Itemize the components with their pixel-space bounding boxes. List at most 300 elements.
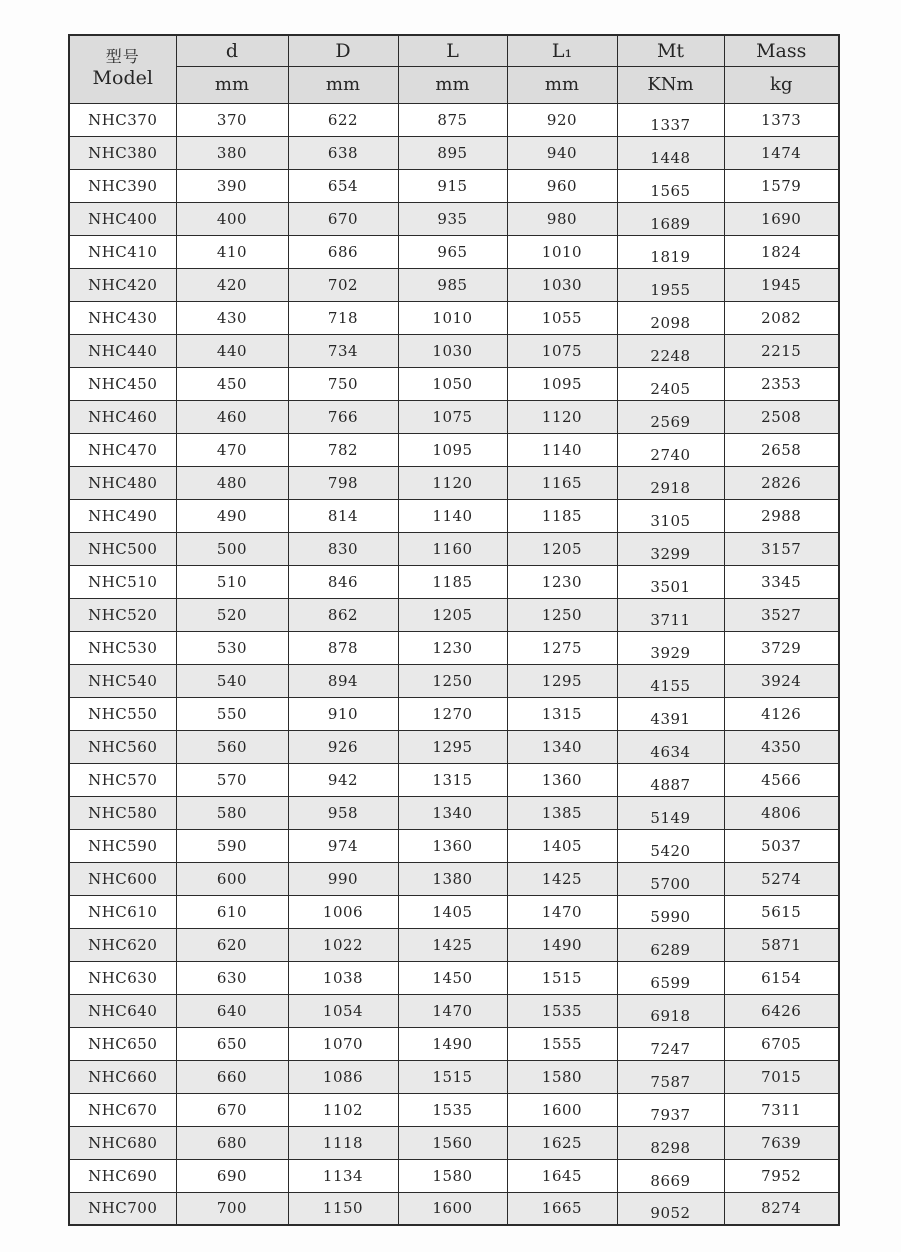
- cell-l1: 1010: [507, 235, 617, 268]
- table-row: [69, 697, 839, 730]
- cell-l1: 1600: [507, 1093, 617, 1126]
- table-row: [69, 598, 839, 631]
- table-row: [69, 829, 839, 862]
- cell-d: 510: [176, 565, 288, 598]
- table-row: [69, 499, 839, 532]
- cell-model: NHC670: [69, 1093, 176, 1126]
- cell-l: 1050: [398, 367, 507, 400]
- mt-value: 1565: [650, 181, 691, 200]
- cell-model: NHC470: [69, 433, 176, 466]
- cell-model: NHC460: [69, 400, 176, 433]
- cell-l: 985: [398, 268, 507, 301]
- cell-d: 470: [176, 433, 288, 466]
- cell-d: 380: [176, 136, 288, 169]
- cell-mt: [617, 598, 724, 631]
- table-body: [69, 103, 839, 1225]
- cell-l1: 1625: [507, 1126, 617, 1159]
- cell-mass: 2082: [724, 301, 839, 334]
- table-row: [69, 1027, 839, 1060]
- mt-value: 1955: [650, 280, 691, 299]
- table-row: [69, 301, 839, 334]
- cell-d: 540: [176, 664, 288, 697]
- cell-l1: 1665: [507, 1192, 617, 1225]
- cell-l: 1185: [398, 565, 507, 598]
- cell-model: NHC570: [69, 763, 176, 796]
- cell-mt: [617, 1093, 724, 1126]
- mt-value: 8669: [650, 1171, 691, 1190]
- cell-d: 942: [288, 763, 398, 796]
- cell-d: 750: [288, 367, 398, 400]
- header-col-5: Mass: [724, 35, 839, 66]
- cell-d: 650: [176, 1027, 288, 1060]
- cell-mt: [617, 235, 724, 268]
- cell-d: 878: [288, 631, 398, 664]
- cell-mt: [617, 202, 724, 235]
- cell-l: 1535: [398, 1093, 507, 1126]
- cell-l: 1270: [398, 697, 507, 730]
- cell-mt: [617, 466, 724, 499]
- table-row: [69, 433, 839, 466]
- cell-mass: 2658: [724, 433, 839, 466]
- cell-d: 640: [176, 994, 288, 1027]
- cell-mass: 2988: [724, 499, 839, 532]
- cell-l1: 980: [507, 202, 617, 235]
- cell-d: 400: [176, 202, 288, 235]
- header-col-1: D: [288, 35, 398, 66]
- cell-mass: 2215: [724, 334, 839, 367]
- cell-mt: [617, 697, 724, 730]
- cell-d: 630: [176, 961, 288, 994]
- cell-l1: 1405: [507, 829, 617, 862]
- cell-d: 798: [288, 466, 398, 499]
- cell-mass: 5274: [724, 862, 839, 895]
- cell-d: 580: [176, 796, 288, 829]
- cell-d: 910: [288, 697, 398, 730]
- cell-l: 875: [398, 103, 507, 136]
- cell-d: 1038: [288, 961, 398, 994]
- cell-l: 935: [398, 202, 507, 235]
- cell-d: 1118: [288, 1126, 398, 1159]
- cell-d: 410: [176, 235, 288, 268]
- cell-l1: 1165: [507, 466, 617, 499]
- cell-l: 1315: [398, 763, 507, 796]
- cell-l: 1560: [398, 1126, 507, 1159]
- cell-d: 600: [176, 862, 288, 895]
- table-row: [69, 796, 839, 829]
- header-col-0: d: [176, 35, 288, 66]
- header-unit-4: KNm: [617, 66, 724, 103]
- header-unit-2: mm: [398, 66, 507, 103]
- table-row: [69, 532, 839, 565]
- cell-d: 1086: [288, 1060, 398, 1093]
- mt-value: 7587: [650, 1072, 691, 1091]
- cell-model: NHC420: [69, 268, 176, 301]
- cell-mt: [617, 433, 724, 466]
- cell-d: 814: [288, 499, 398, 532]
- cell-l: 1230: [398, 631, 507, 664]
- header-model-label-en: Model: [92, 67, 153, 90]
- mt-value: 4634: [650, 742, 691, 761]
- cell-model: NHC390: [69, 169, 176, 202]
- cell-mt: [617, 895, 724, 928]
- mt-value: 7247: [650, 1039, 691, 1058]
- mt-value: 5990: [650, 907, 691, 926]
- cell-l: 1405: [398, 895, 507, 928]
- mt-value: 3929: [650, 643, 691, 662]
- cell-mt: [617, 862, 724, 895]
- cell-model: NHC620: [69, 928, 176, 961]
- mt-value: 5700: [650, 874, 691, 893]
- cell-model: NHC630: [69, 961, 176, 994]
- cell-l1: 1555: [507, 1027, 617, 1060]
- cell-l: 1425: [398, 928, 507, 961]
- cell-model: NHC520: [69, 598, 176, 631]
- table-row: [69, 235, 839, 268]
- cell-l: 1075: [398, 400, 507, 433]
- cell-d: 862: [288, 598, 398, 631]
- mt-value: 6289: [650, 940, 691, 959]
- mt-value: 4887: [650, 775, 691, 794]
- cell-mass: 6154: [724, 961, 839, 994]
- cell-l: 1095: [398, 433, 507, 466]
- cell-l: 1010: [398, 301, 507, 334]
- table-row: [69, 730, 839, 763]
- cell-l: 1600: [398, 1192, 507, 1225]
- cell-l: 1140: [398, 499, 507, 532]
- cell-l: 1450: [398, 961, 507, 994]
- cell-model: NHC550: [69, 697, 176, 730]
- cell-l: 1340: [398, 796, 507, 829]
- table-row: [69, 103, 839, 136]
- cell-l: 965: [398, 235, 507, 268]
- cell-model: NHC510: [69, 565, 176, 598]
- cell-d: 1070: [288, 1027, 398, 1060]
- spec-table: [68, 34, 840, 1226]
- cell-model: NHC500: [69, 532, 176, 565]
- cell-mass: 7311: [724, 1093, 839, 1126]
- cell-mt: [617, 664, 724, 697]
- cell-l1: 940: [507, 136, 617, 169]
- mt-value: 9052: [650, 1204, 691, 1223]
- cell-l1: 1580: [507, 1060, 617, 1093]
- mt-value: 1689: [650, 214, 691, 233]
- mt-value: 4391: [650, 709, 691, 728]
- cell-d: 830: [288, 532, 398, 565]
- cell-l1: 1055: [507, 301, 617, 334]
- cell-d: 1150: [288, 1192, 398, 1225]
- cell-model: NHC380: [69, 136, 176, 169]
- cell-mt: [617, 961, 724, 994]
- cell-model: NHC400: [69, 202, 176, 235]
- cell-d: 926: [288, 730, 398, 763]
- cell-model: NHC530: [69, 631, 176, 664]
- cell-l: 1295: [398, 730, 507, 763]
- cell-mt: [617, 1159, 724, 1192]
- cell-model: NHC590: [69, 829, 176, 862]
- cell-d: 690: [176, 1159, 288, 1192]
- table-row: [69, 1159, 839, 1192]
- cell-d: 440: [176, 334, 288, 367]
- cell-d: 420: [176, 268, 288, 301]
- table-row: [69, 400, 839, 433]
- table-row: [69, 664, 839, 697]
- cell-mass: 2353: [724, 367, 839, 400]
- table-row: [69, 631, 839, 664]
- table-row: [69, 1060, 839, 1093]
- cell-mass: 3729: [724, 631, 839, 664]
- cell-model: NHC450: [69, 367, 176, 400]
- cell-l: 1580: [398, 1159, 507, 1192]
- cell-d: 560: [176, 730, 288, 763]
- cell-mt: [617, 1027, 724, 1060]
- cell-mt: [617, 829, 724, 862]
- cell-model: NHC410: [69, 235, 176, 268]
- cell-model: NHC430: [69, 301, 176, 334]
- cell-l1: 1385: [507, 796, 617, 829]
- header-row-names: [69, 35, 839, 66]
- table-row: [69, 928, 839, 961]
- cell-mt: [617, 499, 724, 532]
- cell-l1: 960: [507, 169, 617, 202]
- cell-d: 974: [288, 829, 398, 862]
- cell-d: 1054: [288, 994, 398, 1027]
- cell-l1: 1030: [507, 268, 617, 301]
- cell-d: 550: [176, 697, 288, 730]
- cell-d: 846: [288, 565, 398, 598]
- cell-d: 734: [288, 334, 398, 367]
- cell-mt: [617, 169, 724, 202]
- cell-l1: 1120: [507, 400, 617, 433]
- cell-l: 1470: [398, 994, 507, 1027]
- cell-mass: 1945: [724, 268, 839, 301]
- table-row: [69, 1126, 839, 1159]
- mt-value: 6599: [650, 973, 691, 992]
- mt-value: 8298: [650, 1138, 691, 1157]
- table-header: [69, 35, 839, 103]
- mt-value: 2918: [650, 478, 691, 497]
- cell-l1: 920: [507, 103, 617, 136]
- cell-l: 895: [398, 136, 507, 169]
- cell-mt: [617, 136, 724, 169]
- cell-l1: 1515: [507, 961, 617, 994]
- cell-d: 782: [288, 433, 398, 466]
- mt-value: 4155: [650, 676, 691, 695]
- cell-mt: [617, 928, 724, 961]
- cell-l1: 1095: [507, 367, 617, 400]
- cell-l1: 1140: [507, 433, 617, 466]
- header-model: [69, 35, 176, 103]
- cell-model: NHC370: [69, 103, 176, 136]
- cell-mt: [617, 1192, 724, 1225]
- table-row: [69, 136, 839, 169]
- cell-d: 610: [176, 895, 288, 928]
- cell-model: NHC480: [69, 466, 176, 499]
- table-row: [69, 994, 839, 1027]
- cell-d: 460: [176, 400, 288, 433]
- cell-d: 620: [176, 928, 288, 961]
- cell-mass: 7015: [724, 1060, 839, 1093]
- mt-value: 2740: [650, 445, 691, 464]
- cell-d: 622: [288, 103, 398, 136]
- cell-mt: [617, 796, 724, 829]
- cell-d: 520: [176, 598, 288, 631]
- mt-value: 3299: [650, 544, 691, 563]
- cell-mt: [617, 565, 724, 598]
- cell-l1: 1490: [507, 928, 617, 961]
- cell-model: NHC680: [69, 1126, 176, 1159]
- cell-mt: [617, 763, 724, 796]
- cell-mt: [617, 994, 724, 1027]
- cell-mass: 4806: [724, 796, 839, 829]
- mt-value: 1337: [650, 115, 691, 134]
- table-row: [69, 1192, 839, 1225]
- cell-mass: 3345: [724, 565, 839, 598]
- cell-mass: 6426: [724, 994, 839, 1027]
- cell-d: 766: [288, 400, 398, 433]
- cell-l1: 1315: [507, 697, 617, 730]
- cell-d: 660: [176, 1060, 288, 1093]
- cell-l1: 1645: [507, 1159, 617, 1192]
- cell-mt: [617, 400, 724, 433]
- cell-d: 500: [176, 532, 288, 565]
- table-row: [69, 1093, 839, 1126]
- cell-mass: 2826: [724, 466, 839, 499]
- cell-mass: 2508: [724, 400, 839, 433]
- header-col-2: L: [398, 35, 507, 66]
- header-unit-1: mm: [288, 66, 398, 103]
- cell-d: 670: [176, 1093, 288, 1126]
- cell-mass: 3157: [724, 532, 839, 565]
- cell-mass: 1474: [724, 136, 839, 169]
- cell-mass: 5615: [724, 895, 839, 928]
- cell-l1: 1470: [507, 895, 617, 928]
- mt-value: 5420: [650, 841, 691, 860]
- table-row: [69, 334, 839, 367]
- mt-value: 5149: [650, 808, 691, 827]
- cell-mass: 4126: [724, 697, 839, 730]
- cell-d: 530: [176, 631, 288, 664]
- cell-d: 570: [176, 763, 288, 796]
- header-unit-5: kg: [724, 66, 839, 103]
- table-row: [69, 763, 839, 796]
- table-row: [69, 367, 839, 400]
- mt-value: 1819: [650, 247, 691, 266]
- cell-model: NHC560: [69, 730, 176, 763]
- cell-l1: 1250: [507, 598, 617, 631]
- header-col-3: L₁: [507, 35, 617, 66]
- header-row-units: [69, 66, 839, 103]
- cell-model: NHC660: [69, 1060, 176, 1093]
- cell-model: NHC700: [69, 1192, 176, 1225]
- mt-value: 2248: [650, 346, 691, 365]
- mt-value: 7937: [650, 1105, 691, 1124]
- header-unit-0: mm: [176, 66, 288, 103]
- cell-mt: [617, 334, 724, 367]
- cell-mass: 5871: [724, 928, 839, 961]
- cell-d: 702: [288, 268, 398, 301]
- cell-model: NHC600: [69, 862, 176, 895]
- cell-mt: [617, 631, 724, 664]
- cell-l: 1160: [398, 532, 507, 565]
- cell-d: 1134: [288, 1159, 398, 1192]
- cell-model: NHC540: [69, 664, 176, 697]
- table-row: [69, 565, 839, 598]
- cell-d: 990: [288, 862, 398, 895]
- cell-l: 1250: [398, 664, 507, 697]
- cell-l: 1030: [398, 334, 507, 367]
- cell-l1: 1425: [507, 862, 617, 895]
- table-row: [69, 268, 839, 301]
- cell-l1: 1295: [507, 664, 617, 697]
- header-model-label-zh: 型号: [105, 47, 140, 67]
- mt-value: 3501: [650, 577, 691, 596]
- cell-mt: [617, 1126, 724, 1159]
- cell-mt: [617, 730, 724, 763]
- cell-l1: 1360: [507, 763, 617, 796]
- cell-mt: [617, 268, 724, 301]
- header-col-4: Mt: [617, 35, 724, 66]
- cell-mass: 3527: [724, 598, 839, 631]
- cell-d: 670: [288, 202, 398, 235]
- cell-mass: 7639: [724, 1126, 839, 1159]
- cell-l: 1380: [398, 862, 507, 895]
- table-row: [69, 961, 839, 994]
- cell-d: 450: [176, 367, 288, 400]
- cell-l: 1515: [398, 1060, 507, 1093]
- cell-d: 370: [176, 103, 288, 136]
- cell-mass: 4350: [724, 730, 839, 763]
- cell-d: 680: [176, 1126, 288, 1159]
- cell-l: 915: [398, 169, 507, 202]
- cell-d: 1102: [288, 1093, 398, 1126]
- cell-mass: 1373: [724, 103, 839, 136]
- cell-mass: 1579: [724, 169, 839, 202]
- cell-d: 638: [288, 136, 398, 169]
- mt-value: 2569: [650, 412, 691, 431]
- cell-l1: 1230: [507, 565, 617, 598]
- cell-mt: [617, 103, 724, 136]
- cell-model: NHC610: [69, 895, 176, 928]
- cell-d: 430: [176, 301, 288, 334]
- cell-mt: [617, 367, 724, 400]
- cell-d: 1006: [288, 895, 398, 928]
- cell-l: 1120: [398, 466, 507, 499]
- cell-mass: 4566: [724, 763, 839, 796]
- cell-mass: 6705: [724, 1027, 839, 1060]
- cell-l: 1490: [398, 1027, 507, 1060]
- cell-mass: 8274: [724, 1192, 839, 1225]
- cell-l1: 1340: [507, 730, 617, 763]
- mt-value: 2098: [650, 313, 691, 332]
- cell-l1: 1535: [507, 994, 617, 1027]
- cell-d: 390: [176, 169, 288, 202]
- cell-model: NHC580: [69, 796, 176, 829]
- cell-l1: 1275: [507, 631, 617, 664]
- cell-model: NHC490: [69, 499, 176, 532]
- cell-d: 490: [176, 499, 288, 532]
- cell-model: NHC640: [69, 994, 176, 1027]
- cell-model: NHC690: [69, 1159, 176, 1192]
- cell-mt: [617, 532, 724, 565]
- table-row: [69, 862, 839, 895]
- cell-d: 894: [288, 664, 398, 697]
- cell-mass: 7952: [724, 1159, 839, 1192]
- cell-mass: 1690: [724, 202, 839, 235]
- cell-d: 700: [176, 1192, 288, 1225]
- cell-d: 686: [288, 235, 398, 268]
- cell-d: 718: [288, 301, 398, 334]
- cell-d: 590: [176, 829, 288, 862]
